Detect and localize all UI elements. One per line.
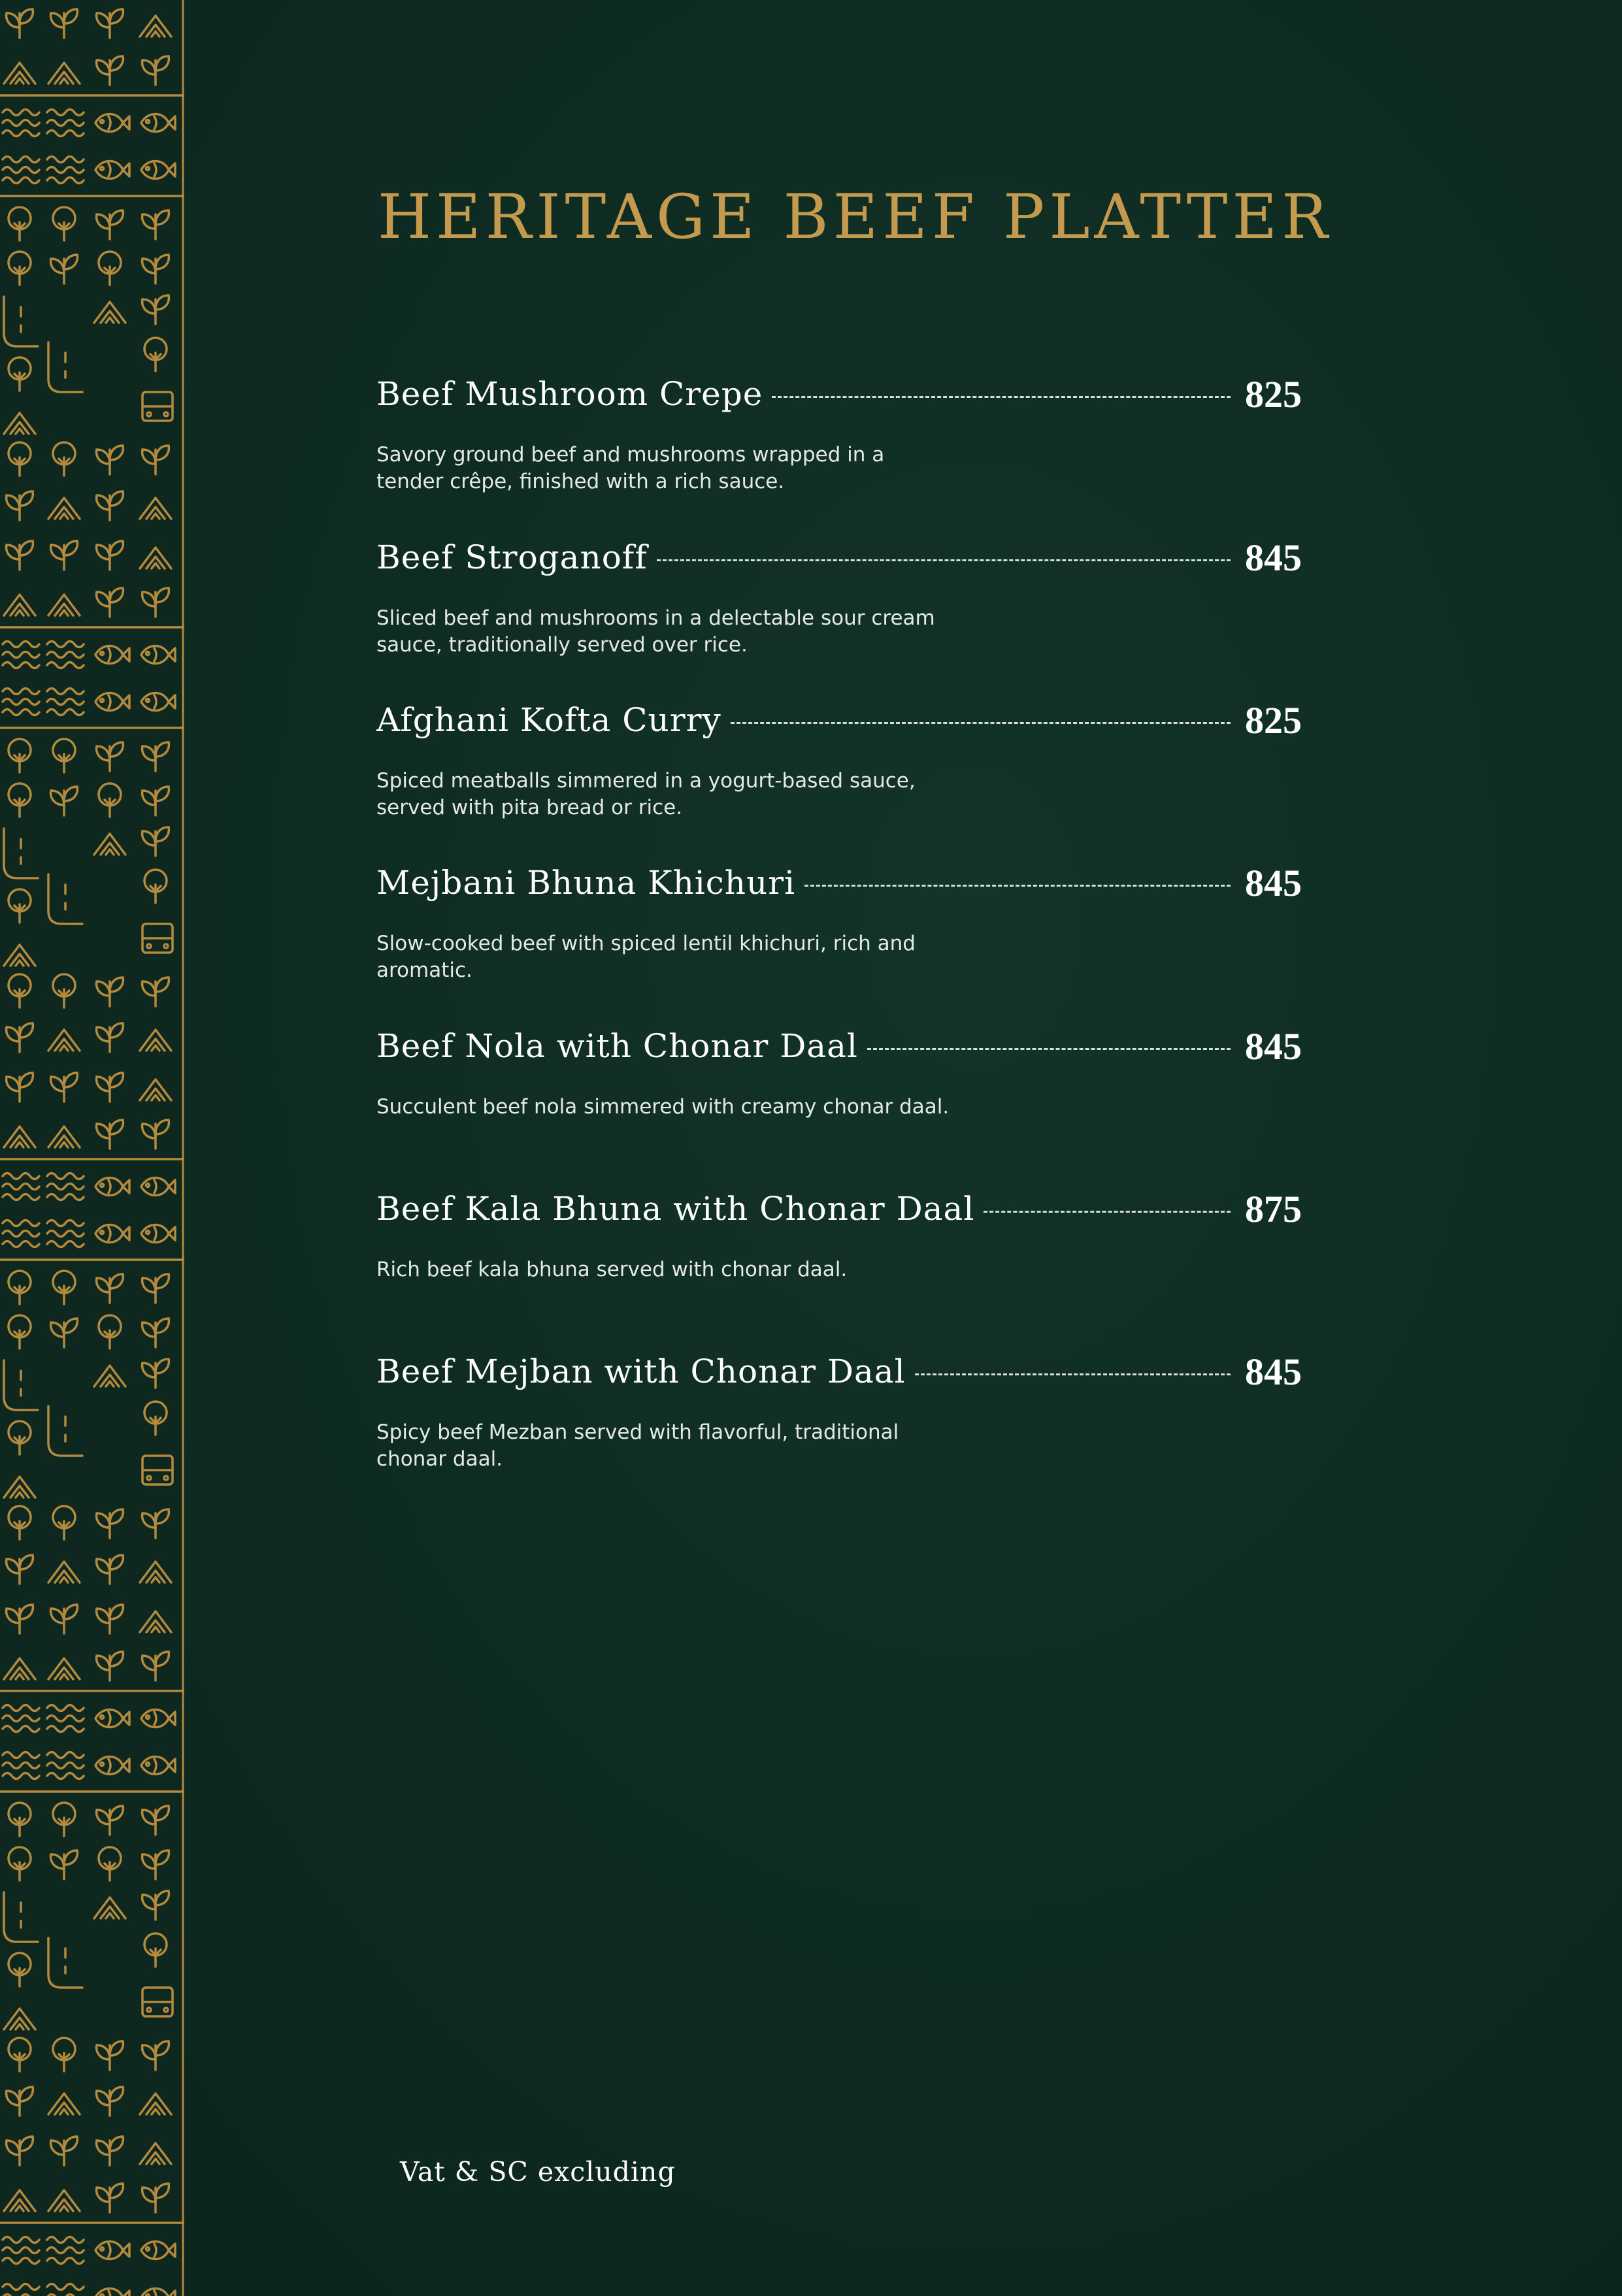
- dotted-leader: [731, 722, 1231, 724]
- menu-title: HERITAGE BEEF PLATTER: [378, 182, 1332, 253]
- menu-item-description: Savory ground beef and mushrooms wrapped in a tender crêpe, finished with a rich sauce.: [376, 443, 885, 493]
- menu-item-price: 845: [1245, 1025, 1302, 1068]
- menu-item-description: Rich beef kala bhuna served with chonar daal.: [376, 1258, 848, 1281]
- menu-item-header: [376, 521, 1302, 593]
- menu-item-description: Spiced meatballs simmered in a yogurt-based sauce, served with pita bread or rice.: [376, 769, 916, 819]
- menu-item-price: 875: [1245, 1187, 1302, 1230]
- menu-item-price: 845: [1245, 861, 1302, 904]
- dotted-leader: [804, 885, 1231, 887]
- menu-item-price: 845: [1245, 536, 1302, 579]
- menu-item-header: [376, 684, 1302, 756]
- decorative-pattern-border: [0, 0, 184, 2296]
- menu-item-description: Slow-cooked beef with spiced lentil khichuri, rich and aromatic.: [376, 932, 916, 982]
- menu-item: [376, 1010, 1302, 1121]
- dotted-leader: [984, 1211, 1231, 1213]
- menu-item-price: 825: [1245, 698, 1302, 742]
- dotted-leader: [657, 559, 1231, 561]
- menu-item-name: Beef Kala Bhuna with Chonar Daal: [376, 1190, 975, 1228]
- menu-item: [376, 1173, 1302, 1283]
- menu-item-header: [376, 358, 1302, 430]
- menu-item-header: [376, 847, 1302, 919]
- menu-item-name: Mejbani Bhuna Khichuri: [376, 864, 796, 902]
- menu-item-price: 825: [1245, 372, 1302, 416]
- menu-item-description: Spicy beef Mezban served with flavorful, traditional chonar daal.: [376, 1420, 899, 1471]
- menu-item: [376, 847, 1302, 984]
- dotted-leader: [867, 1048, 1231, 1050]
- menu-item-name: Beef Mushroom Crepe: [376, 375, 763, 413]
- menu-item-name: Beef Stroganoff: [376, 538, 648, 576]
- menu-item-description: Succulent beef nola simmered with creamy chonar daal.: [376, 1095, 950, 1119]
- tax-note: Vat & SC excluding: [400, 2156, 676, 2188]
- dotted-leader: [915, 1373, 1231, 1375]
- menu-item-price: 845: [1245, 1350, 1302, 1393]
- menu-item: [376, 358, 1302, 495]
- dotted-leader: [772, 396, 1231, 398]
- menu-item-name: Beef Nola with Chonar Daal: [376, 1027, 858, 1065]
- menu-item: [376, 521, 1302, 659]
- menu-item: [376, 684, 1302, 821]
- menu-item-header: [376, 1336, 1302, 1407]
- menu-item-description: Sliced beef and mushrooms in a delectable sour cream sauce, traditionally served over rice.: [376, 606, 935, 657]
- menu-item-header: [376, 1173, 1302, 1245]
- menu-item-name: Afghani Kofta Curry: [376, 701, 721, 739]
- menu-item: [376, 1336, 1302, 1473]
- menu-item-header: [376, 1010, 1302, 1082]
- menu-item-name: Beef Mejban with Chonar Daal: [376, 1353, 906, 1390]
